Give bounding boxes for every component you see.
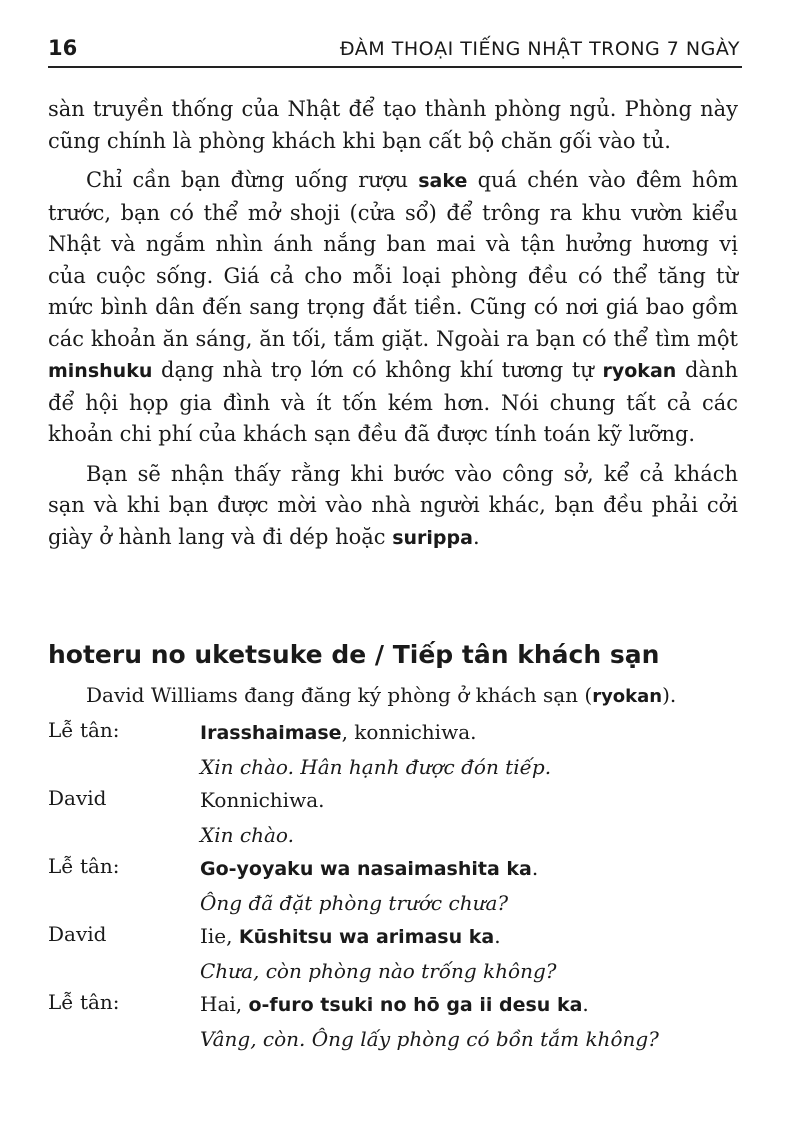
paragraph-1: sàn truyền thống của Nhật để tạo thành phòng ngủ. Phòng này cũng chính là phòng khách khi bạn cất bộ chăn gối vào tủ.	[48, 97, 738, 153]
term-ryokan: ryokan	[602, 360, 677, 382]
term-surippa: surippa	[392, 526, 473, 549]
japanese-line	[200, 992, 589, 1016]
japanese-phrase: Kūshitsu wa arimasu ka	[238, 926, 495, 948]
speaker-label: Lễ tân:	[48, 990, 120, 1014]
intro-text-a: David Williams đang đăng ký phòng ở khách sạn (	[86, 683, 593, 707]
paragraph-3	[48, 459, 738, 555]
japanese-line	[200, 856, 538, 880]
japanese-prefix: Hai,	[200, 992, 249, 1016]
paragraph-3-text-a: Bạn sẽ nhận thấy rằng khi bước vào công sở, kể cả khách sạn và khi bạn được mời vào nhà người khác, bạn đều phải cởi giày ở hành lang và đi dép hoặc	[48, 461, 738, 549]
page-number: 16	[48, 36, 78, 60]
speaker-label: Lễ tân:	[48, 718, 120, 742]
dialogue-entry	[48, 718, 748, 786]
dialogue-entry	[48, 854, 748, 922]
term-minshuku: minshuku	[48, 360, 153, 382]
paragraph-2-text-b: quá chén vào đêm hôm trước, bạn có thể mở shoji (cửa sổ) để trông ra khu vườn kiểu Nhật và ngắm nhìn ánh nắng ban mai và tận hưởng hương vị của cuộc sống. Giá cả cho mỗi loại phòng đều có thể tăng từ mức bình dân đến sang trọng đắt tiền. Cũng có nơi giá bao gồm các khoản ăn sáng, ăn tối, tắm giặt. Ngoài ra bạn có thể tìm một	[48, 168, 739, 351]
vietnamese-translation: Vâng, còn. Ông lấy phòng có bồn tắm không?	[200, 1027, 659, 1051]
paragraph-3-text-b: .	[472, 524, 480, 549]
paragraph-2-text-a: Chỉ cần bạn đừng uống rượu	[86, 168, 419, 192]
vietnamese-translation: Xin chào.	[200, 823, 294, 847]
japanese-line	[200, 924, 501, 948]
intro-term-ryokan: ryokan	[592, 686, 663, 707]
term-sake: sake	[418, 170, 468, 192]
japanese-prefix: Iie,	[200, 924, 239, 948]
speaker-label: David	[48, 922, 107, 946]
japanese-line	[200, 788, 324, 812]
japanese-rest: .	[531, 856, 539, 880]
dialogue-entry	[48, 786, 748, 854]
dialogue	[48, 718, 748, 1058]
section-heading: hoteru no uketsuke de / Tiếp tân khách sạn	[48, 640, 660, 669]
speaker-label: Lễ tân:	[48, 854, 120, 878]
vietnamese-translation: Xin chào. Hân hạnh được đón tiếp.	[200, 755, 552, 779]
japanese-rest: .	[494, 924, 501, 948]
paragraph-2-text-c: dạng nhà trọ lớn có không khí tương tự	[152, 358, 603, 382]
dialogue-entry	[48, 922, 748, 990]
vietnamese-translation: Ông đã đặt phòng trước chưa?	[200, 891, 509, 915]
vietnamese-translation: Chưa, còn phòng nào trống không?	[200, 959, 557, 983]
japanese-phrase: Irasshaimase	[200, 722, 342, 744]
japanese-phrase: Go-yoyaku wa nasaimashita ka	[200, 858, 532, 880]
intro-text-b: ).	[662, 683, 677, 707]
japanese-phrase: o-furo tsuki no hō ga ii desu ka	[248, 994, 583, 1016]
running-title: ĐÀM THOẠI TIẾNG NHẬT TRONG 7 NGÀY	[339, 38, 740, 60]
japanese-line	[200, 720, 476, 744]
paragraph-2	[48, 165, 738, 451]
dialogue-intro	[86, 683, 746, 707]
japanese-rest: Konnichiwa.	[200, 788, 325, 812]
speaker-label: David	[48, 786, 107, 810]
body-text	[48, 94, 738, 562]
paragraph-2-text-d: dành để hội họp gia đình và ít tốn kém hơn. Nói chung tất cả các khoản chi phí của khách sạn đều đã được tính toán kỹ lưỡng.	[48, 358, 738, 446]
japanese-rest: .	[582, 992, 589, 1016]
dialogue-entry	[48, 990, 748, 1058]
japanese-rest: , konnichiwa.	[341, 720, 477, 744]
page-header	[48, 30, 742, 68]
